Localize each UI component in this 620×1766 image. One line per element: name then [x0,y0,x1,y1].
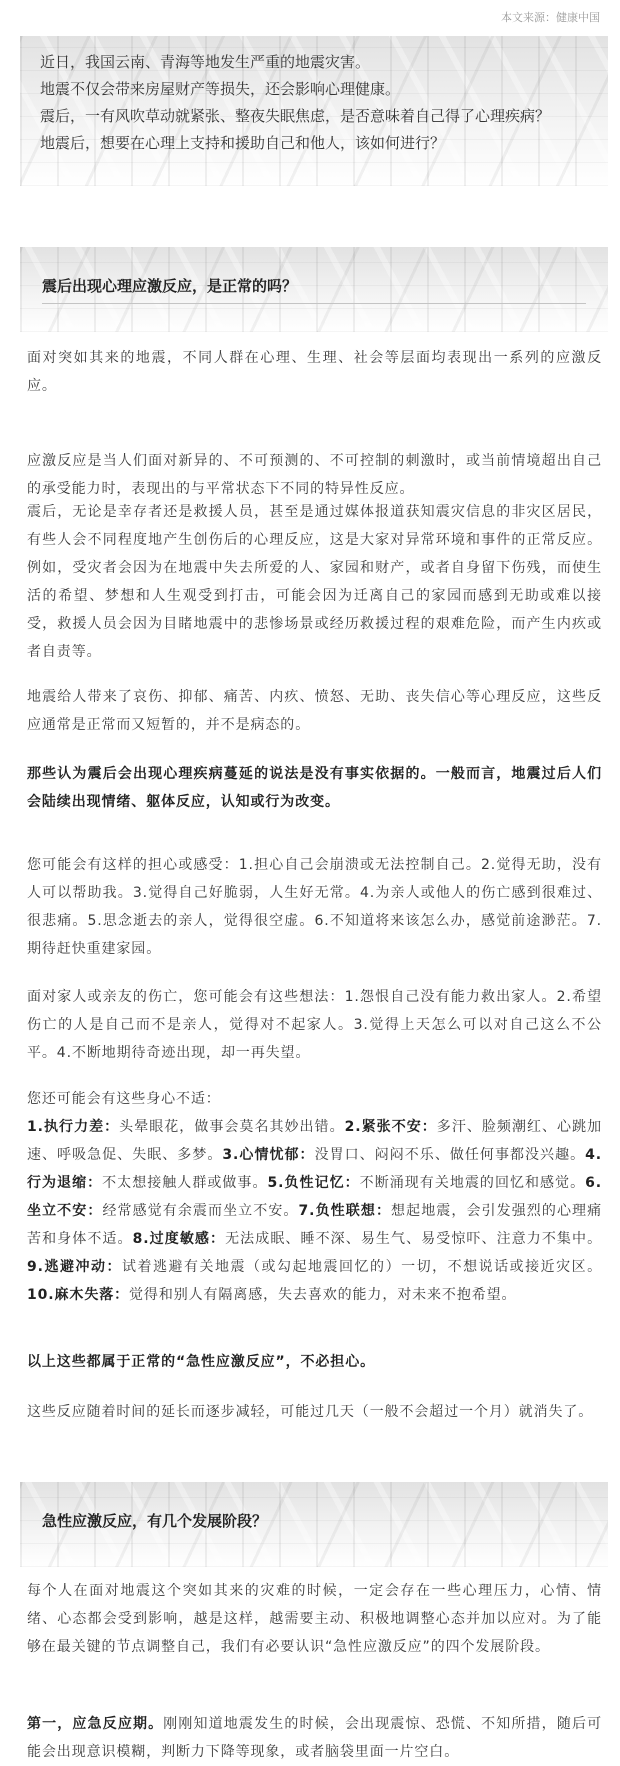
symptom-number: 8. [132,1231,150,1247]
paragraph: 面对突如其来的地震，不同人群在心理、生理、社会等层面均表现出一系列的应激反应。 [27,350,602,394]
symptom-desc: 试着逃避有关地震（或勾起地震回忆的）一切，不想说话或接近灾区。 [122,1259,602,1275]
intro-line: 地震后，想要在心理上支持和援助自己和他人，该如何进行？ [40,134,446,152]
paragraph: 震后，无论是幸存者还是救援人员，甚至是通过媒体报道获知震灾信息的非灾区居民，有些人会不同程度地产生创伤后的心理反应，这是大家对异常环境和事件的正常反应。例如，受灾者会因为在地震中失去所爱的人、家园和财产，或者自身留下伤残，而使生活的希望、梦想和人生观受到打击，可能会因为迁离自己的家园而感到无助或难以接受，救援人员会因为目睹地震中的悲惨场景或经历救援过程的艰难危险，而产生内疚或者自责等。 [27,504,602,660]
symptom-desc: 头晕眼花，做事会莫名其妙出错。 [119,1119,345,1135]
intro-line: 震后，一有风吹草动就紧张、整夜失眠焦虑，是否意味着自己得了心理疾病？ [40,107,551,125]
section-title: 震后出现心理应激反应，是正常的吗？ [42,277,298,295]
symptom-number: 2. [344,1119,362,1135]
symptom-item: 1.执行力差：头晕眼花，做事会莫名其妙出错。 [27,1119,345,1135]
symptoms-intro: 您还可能会有这些身心不适： [27,1091,221,1107]
section-header [20,247,608,332]
symptom-desc: 无法成眠、睡不深、易生气、易受惊吓、注意力不集中。 [225,1231,603,1247]
symptom-number: 6. [585,1175,602,1191]
symptom-item: 10.麻木失落：觉得和别人有隔离感，失去喜欢的能力，对未来不抱希望。 [27,1287,517,1303]
symptom-name: 过度敏感 [149,1231,210,1247]
paragraph: 每个人在面对地震这个突如其来的灾难的时候，一定会存在一些心理压力，心情、情绪、心态都会受到影响，越是这样，越需要主动、积极地调整心态并加以应对。为了能够在最关键的节点调整自己，我们有必要认识“急性应激反应”的四个发展阶段。 [27,1583,602,1655]
symptom-number: 1. [27,1119,44,1135]
symptom-number: 5. [267,1175,285,1191]
intro-line: 地震不仅会带来房屋财产等损失，还会影响心理健康。 [40,80,401,98]
symptom-item: 2.紧张不安：多汗、脸频潮红、心跳加速、呼吸急促、失眠、多梦。 [27,1119,602,1163]
paragraph-emphasis: 那些认为震后会出现心理疾病蔓延的说法是没有事实依据的。一般而言，地震过后人们会陆续出现情绪、躯体反应，认知或行为改变。 [27,766,602,810]
section-title: 急性应激反应，有几个发展阶段？ [42,1512,268,1530]
symptom-item: 9.逃避冲动：试着逃避有关地震（或勾起地震回忆的）一切，不想说话或接近灾区。 [27,1259,602,1275]
symptom-name: 麻木失落 [54,1287,115,1303]
symptom-name: 坐立不安 [27,1203,88,1219]
paragraph-emphasis: 以上这些都属于正常的“急性应激反应”，不必担心。 [27,1354,376,1370]
paragraph: 地震给人带来了哀伤、抑郁、痛苦、内疚、愤怒、无助、丧失信心等心理反应，这些反应通常是正常而又短暂的，并不是病态的。 [27,689,602,733]
symptoms-paragraph [27,1085,602,1309]
symptom-item: 4.行为退缩：不太想接触人群或做事。 [27,1147,603,1191]
article-source: 本文来源：健康中国 [501,11,600,24]
symptom-number: 10. [27,1287,55,1303]
paragraph: 应激反应是当人们面对新异的、不可预测的、不可控制的刺激时，或当前情境超出自己的承受能力时，表现出的与平常状态下不同的特异性反应。 [27,453,602,497]
symptom-list [27,1119,602,1303]
symptom-number: 7. [298,1203,316,1219]
symptom-desc: 不断涌现有关地震的回忆和感觉。 [359,1175,586,1191]
stage-text: 刚刚知道地震发生的时候，会出现震惊、恐慌、不知所措，随后可能会出现意识模糊，判断力下降等现象，或者脑袋里面一片空白。 [27,1716,602,1760]
intro-banner [20,36,608,186]
symptom-number: 3. [222,1147,240,1163]
symptom-desc: 想起地震，会引发强烈的心理痛苦和身体不适。 [27,1203,603,1247]
symptom-name: 负性联想 [315,1203,376,1219]
symptom-desc: 经常感觉有余震而坐立不安。 [102,1203,299,1219]
paragraph: 面对家人或亲友的伤亡，您可能会有这些想法：1.怨恨自己没有能力救出家人。2.希望伤亡的人是自己而不是亲人，觉得对不起家人。3.觉得上天怎么可以对自己这么不公平。4.不断地期待奇迹出现，却一再失望。 [27,989,602,1061]
paragraph: 这些反应随着时间的延长而逐步减轻，可能过几天（一般不会超过一个月）就消失了。 [27,1404,594,1420]
symptom-desc: 不太想接触人群或做事。 [102,1175,268,1191]
intro-line: 近日，我国云南、青海等地发生严重的地震灾害。 [40,53,371,71]
symptom-number: 9. [27,1259,44,1275]
paragraph [27,1710,602,1766]
section-header [20,1482,608,1567]
symptom-desc: 觉得和别人有隔离感，失去喜欢的能力，对未来不抱希望。 [129,1287,517,1303]
paragraph: 您可能会有这样的担心或感受：1.担心自己会崩溃或无法控制自己。2.觉得无助，没有人可以帮助我。3.觉得自己好脆弱，人生好无常。4.为亲人或他人的伤亡感到很难过、很悲痛。5.思念逝去的亲人，觉得很空虚。6.不知道将来该怎么办，感觉前途渺茫。7.期待赶快重建家园。 [27,857,602,957]
symptom-item: 7.负性联想：想起地震，会引发强烈的心理痛苦和身体不适。 [27,1203,603,1247]
symptom-item: 5.负性记忆：不断涌现有关地震的回忆和感觉。 [267,1175,586,1191]
symptom-item: 8.过度敏感：无法成眠、睡不深、易生气、易受惊吓、注意力不集中。 [132,1231,603,1247]
symptom-item: 6.坐立不安：经常感觉有余震而坐立不安。 [27,1175,602,1219]
symptom-name: 行为退缩 [27,1175,88,1191]
symptom-desc: 多汗、脸频潮红、心跳加速、呼吸急促、失眠、多梦。 [27,1119,602,1163]
symptom-desc: 没胃口、闷闷不乐、做任何事都没兴趣。 [314,1147,586,1163]
symptom-name: 心情忧郁 [239,1147,300,1163]
symptom-name: 紧张不安 [361,1119,422,1135]
section-divider [42,303,586,304]
symptom-item: 3.心情忧郁：没胃口、闷闷不乐、做任何事都没兴趣。 [222,1147,586,1163]
symptom-number: 4. [585,1147,603,1163]
stage-label: 第一，应急反应期。 [27,1716,164,1732]
symptom-name: 逃避冲动 [43,1259,107,1275]
symptom-name: 负性记忆 [284,1175,345,1191]
symptom-name: 执行力差 [43,1119,105,1135]
